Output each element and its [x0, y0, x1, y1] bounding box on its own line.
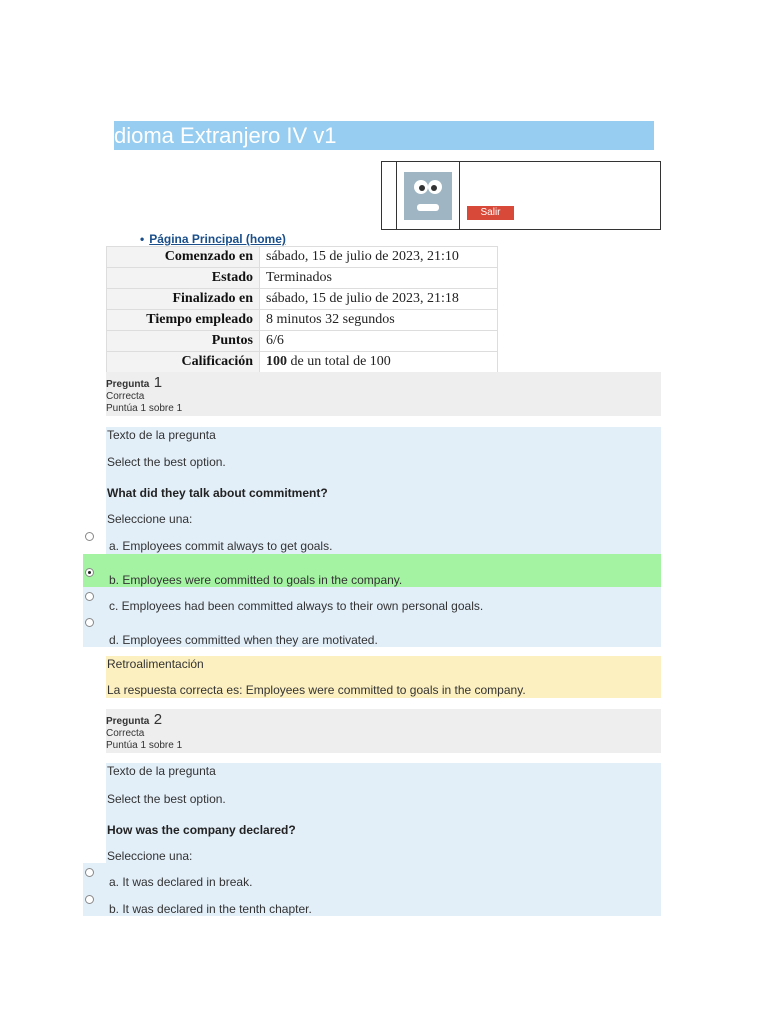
table-row: [107, 247, 498, 268]
summary-value: 6/6: [260, 331, 498, 352]
select-label: Seleccione una:: [107, 849, 193, 863]
question-prompt: How was the company declared?: [107, 823, 296, 837]
question-info: [106, 709, 661, 753]
summary-value: sábado, 15 de julio de 2023, 21:10: [260, 247, 498, 268]
radio-button[interactable]: [85, 868, 94, 877]
question-grade: Puntúa 1 sobre 1: [106, 740, 183, 751]
grade-value: 100: [266, 354, 287, 369]
summary-value: sábado, 15 de julio de 2023, 21:18: [260, 289, 498, 310]
answer-text[interactable]: d. Employees committed when they are motivated.: [109, 633, 378, 647]
question-info: [106, 372, 661, 416]
answer-text: a. Employees commit always to get goals.: [109, 539, 333, 553]
user-avatar-icon: [404, 172, 452, 220]
question-grade: Puntúa 1 sobre 1: [106, 403, 183, 414]
summary-value: Terminados: [260, 268, 498, 289]
question-label: Pregunta: [106, 379, 150, 390]
feedback-box: [106, 656, 661, 698]
summary-label: Finalizado en: [107, 289, 260, 310]
summary-label: Puntos: [107, 331, 260, 352]
summary-value: [260, 352, 498, 373]
answer-text: b. Employees were committed to goals in the company.: [109, 573, 403, 587]
summary-label: Calificación: [107, 352, 260, 373]
course-title: dioma Extranjero IV v1: [114, 121, 654, 150]
user-box: [381, 161, 661, 230]
question-number: [106, 711, 162, 729]
logout-button[interactable]: Salir: [467, 206, 514, 220]
avatar[interactable]: [404, 172, 452, 220]
user-box-divider: [459, 162, 460, 229]
answer-text[interactable]: b. It was declared in the tenth chapter.: [109, 902, 312, 916]
user-box-divider: [396, 162, 397, 229]
answer-option[interactable]: [83, 529, 661, 554]
question-content: [106, 763, 661, 863]
question-state: Correcta: [106, 391, 145, 402]
radio-button[interactable]: [85, 618, 94, 627]
table-row: [107, 310, 498, 331]
question-label: Pregunta: [106, 716, 150, 727]
question-number: [106, 374, 162, 392]
select-label: Seleccione una:: [107, 512, 193, 526]
table-row: [107, 268, 498, 289]
summary-label: Tiempo empleado: [107, 310, 260, 331]
question-prompt: What did they talk about commitment?: [107, 486, 328, 500]
table-row: [107, 331, 498, 352]
question-instruction: Select the best option.: [107, 792, 226, 806]
feedback-text: La respuesta correcta es: Employees were committed to goals in the company.: [107, 683, 526, 697]
attempt-summary-table: [106, 246, 498, 373]
radio-button[interactable]: [85, 895, 94, 904]
table-row: [107, 352, 498, 373]
list-bullet: •: [140, 232, 145, 246]
question-number-value: 1: [153, 374, 163, 391]
question-instruction: Select the best option.: [107, 455, 226, 469]
grade-total: de un total de 100: [287, 354, 391, 369]
question-text-header: Texto de la pregunta: [107, 764, 216, 778]
question-text-header: Texto de la pregunta: [107, 428, 216, 442]
answer-text[interactable]: a. It was declared in break.: [109, 875, 253, 889]
radio-button[interactable]: [85, 592, 94, 601]
summary-label: Comenzado en: [107, 247, 260, 268]
home-link[interactable]: Página Principal (home): [149, 232, 286, 246]
home-link-item[interactable]: [140, 232, 286, 246]
answer-option-group: [83, 863, 661, 916]
radio-button[interactable]: [85, 568, 94, 577]
answer-text[interactable]: c. Employees had been committed always to their own personal goals.: [109, 599, 484, 613]
question-number-value: 2: [153, 711, 163, 728]
summary-value: 8 minutos 32 segundos: [260, 310, 498, 331]
summary-label: Estado: [107, 268, 260, 289]
answer-option-group: [83, 587, 661, 647]
table-row: [107, 289, 498, 310]
question-state: Correcta: [106, 728, 145, 739]
radio-button[interactable]: [85, 532, 94, 541]
feedback-header: Retroalimentación: [107, 657, 204, 671]
answer-option[interactable]: [83, 554, 661, 587]
